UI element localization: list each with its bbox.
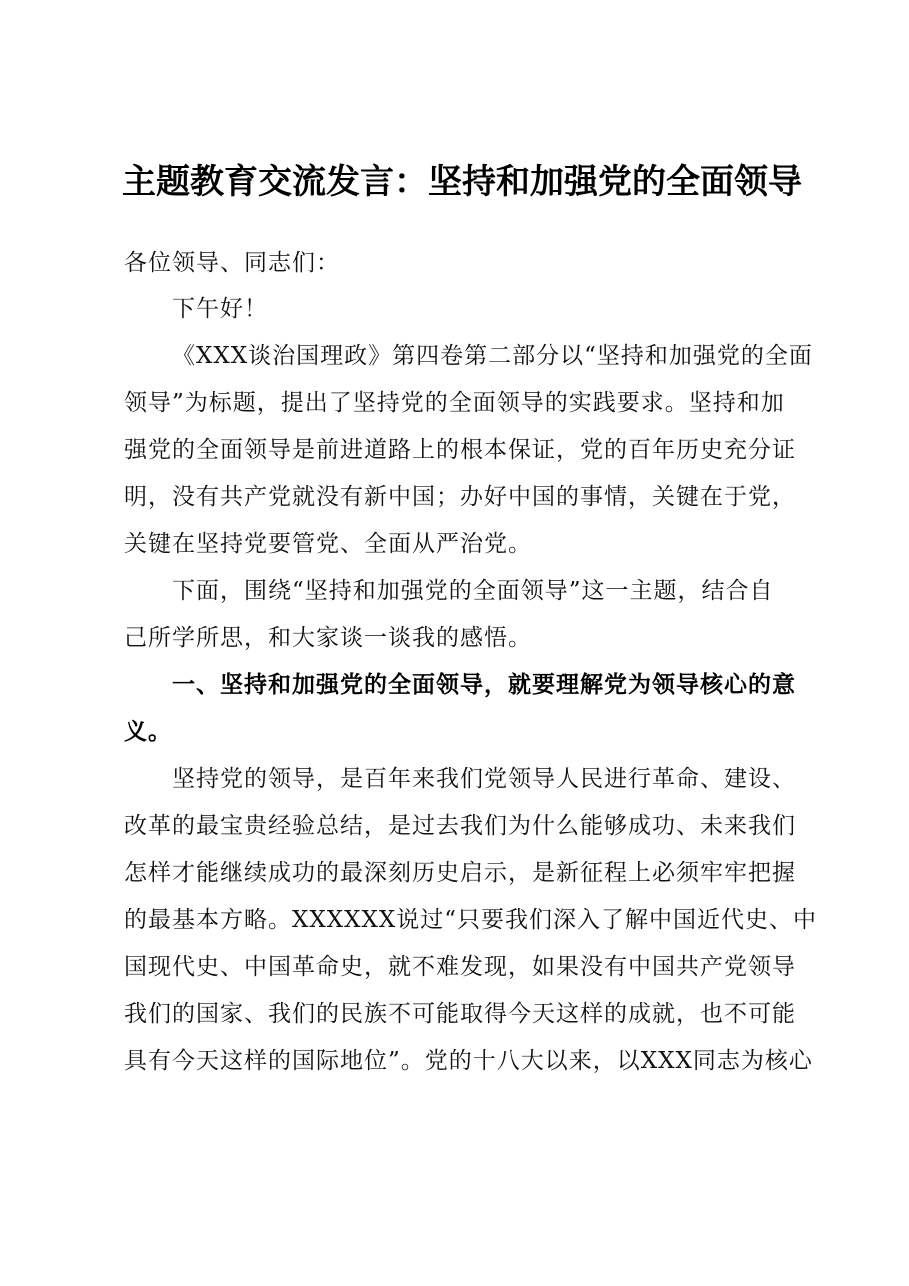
paragraph-line: 领导”为标题，提出了坚持党的全面领导的实践要求。坚持和加 xyxy=(124,390,785,416)
paragraph-line: 国现代史、中国革命史，就不难发现，如果没有中国共产党领导 xyxy=(124,954,796,980)
paragraph-line: 《XXX谈治国理政》第四卷第二部分以“坚持和加强党的全面 xyxy=(172,343,813,369)
paragraph-line: 己所学所思，和大家谈一谈我的感悟。 xyxy=(124,625,532,651)
paragraph-line: 怎样才能继续成功的最深刻历史启示，是新征程上必须牢牢把握 xyxy=(124,860,796,886)
section-heading: 义。 xyxy=(124,719,172,745)
section-heading: 一、坚持和加强党的全面领导，就要理解党为领导核心的意 xyxy=(172,672,796,698)
salutation: 各位领导、同志们： xyxy=(124,250,340,276)
document-title: 主题教育交流发言：坚持和加强党的全面领导 xyxy=(122,162,802,202)
paragraph-line: 强党的全面领导是前进道路上的根本保证，党的百年历史充分证 xyxy=(124,437,796,463)
paragraph-line: 我们的国家、我们的民族不可能取得今天这样的成就，也不可能 xyxy=(124,1001,796,1027)
paragraph-line: 的最基本方略。XXXXXX说过“只要我们深入了解中国近代史、中 xyxy=(124,907,818,933)
greeting: 下午好！ xyxy=(172,296,268,322)
paragraph-line: 具有今天这样的国际地位”。党的十八大以来，以XXX同志为核心 xyxy=(124,1048,813,1074)
paragraph-line: 坚持党的领导，是百年来我们党领导人民进行革命、建设、 xyxy=(172,766,796,792)
paragraph-line: 关键在坚持党要管党、全面从严治党。 xyxy=(124,531,532,557)
paragraph-line: 下面，围绕“坚持和加强党的全面领导”这一主题，结合自 xyxy=(172,578,774,604)
paragraph-line: 改革的最宝贵经验总结，是过去我们为什么能够成功、未来我们 xyxy=(124,813,796,839)
paragraph-line: 明，没有共产党就没有新中国；办好中国的事情，关键在于党， xyxy=(124,484,796,510)
